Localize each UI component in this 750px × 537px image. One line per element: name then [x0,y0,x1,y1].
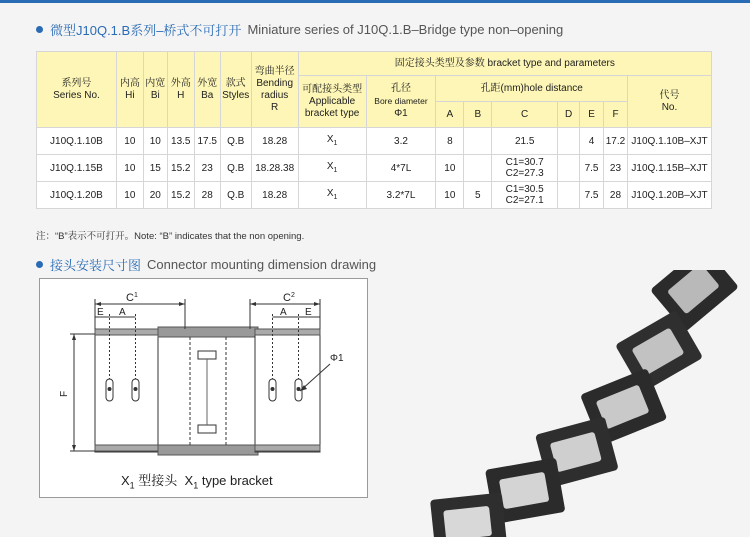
th-hi: 内高 Hi [116,52,143,128]
th-ba: 外宽 Ba [194,52,220,128]
bullet-dot-icon [36,261,43,268]
left-bracket-body [95,334,160,452]
table-row: J10Q.1.20B 10 20 15.2 28 Q.B 18.28 $X_1$ 3.2*7L 10 5 C1=30.5 C2=27.1 7.5 28 J10Q.1.20B–XJT [37,182,712,209]
th-bi: 内宽 Bi [143,52,167,128]
section-title-en: Miniature series of J10Q.1.B–Bridge type non–opening [247,22,564,37]
left-bracket-top-flange [95,329,160,335]
th-series: 系列号 Series No. [37,52,117,128]
th-applicable: 可配接头类型 Applicable bracket type [298,76,366,128]
th-f: F [604,102,628,128]
th-e: E [580,102,604,128]
middle-link-bottom [158,445,258,455]
th-c: C [492,102,558,128]
th-b: B [464,102,492,128]
section-title-drawing [36,255,376,274]
right-bracket-top-flange [255,329,320,335]
connector-drawing [39,278,368,498]
th-d: D [558,102,580,128]
right-bracket-bottom-flange [255,445,320,451]
table-row: J10Q.1.15B 10 15 15.2 23 Q.B 18.28.38 $X_1$ 4*7L 10 C1=30.7 C2=27.3 7.5 23 J10Q.1.15B–XJT [37,155,712,182]
th-bracket-group: 固定接头类型及参数 bracket type and parameters [298,52,711,76]
dim-c2-label: $C^2$ [283,292,295,304]
th-hole-distance: 孔距(mm)hole distance [436,76,628,102]
middle-link-top [158,327,258,337]
table-row: J10Q.1.10B 10 10 13.5 17.5 Q.B 18.28 $X_1$ 3.2 8 21.5 4 17.2 J10Q.1.10B–XJT [37,128,712,155]
dim-a-left: A [119,307,126,318]
drag-chain-photo [410,270,750,537]
bullet-dot-icon [36,26,43,33]
th-styles: 款式 Styles [220,52,251,128]
section-title-cn: 微型J10Q.1.B系列–桥式不可打开 [50,23,242,38]
section2-title-cn: 接头安装尺寸图 [50,258,142,273]
th-h: 外高 H [167,52,194,128]
th-bore: 孔径 Bore diameter Φ1 [366,76,436,128]
dim-e-left: E [97,307,104,318]
th-a: A [436,102,464,128]
dim-a-right: A [280,307,287,318]
right-bracket-body [255,334,320,452]
connector-drawing-svg [40,279,367,497]
table-note: 注：“B”表示不可打开。Note: “B” indicates that the non opening. [36,231,305,242]
section-title-series [36,20,563,39]
dim-c1-label: $C^1$ [126,292,138,304]
th-code: 代号 No. [627,76,711,128]
spec-table [36,51,712,209]
dim-phi-label: Φ1 [330,353,344,364]
section2-title-en: Connector mounting dimension drawing [147,257,377,272]
chain-links [430,270,739,537]
dim-f-label: F [59,390,70,397]
drawing-caption: $X_1$ 型接头 $X_1$ type bracket [121,473,273,491]
top-accent-line [0,0,750,3]
dim-e-right: E [305,307,312,318]
left-bracket-bottom-flange [95,445,160,451]
th-bending-radius: 弯曲半径 Bending radius R [251,52,298,128]
